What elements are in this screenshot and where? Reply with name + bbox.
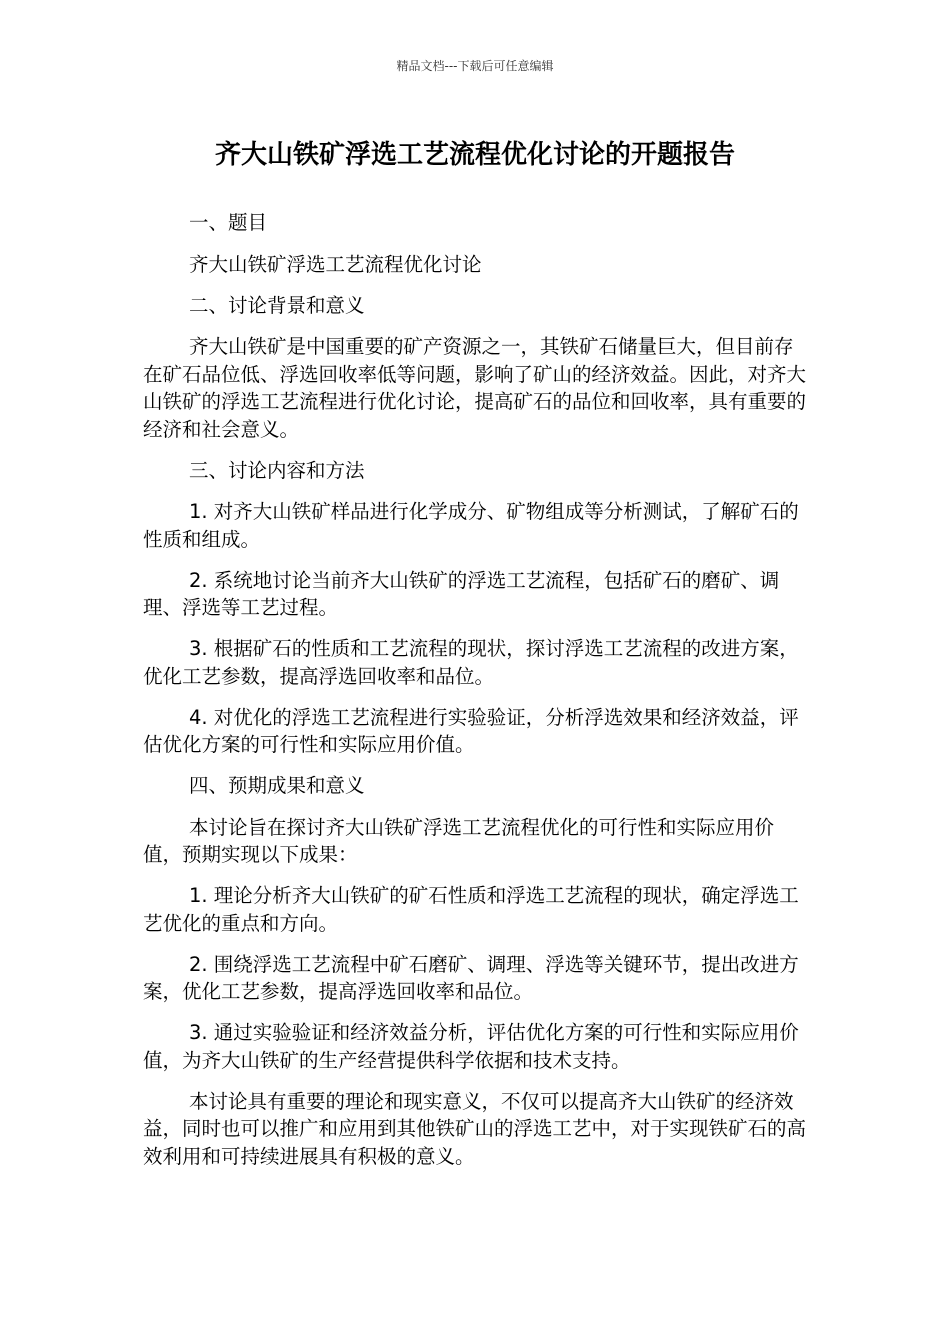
section-heading-topic: 一、题目 — [189, 211, 268, 234]
list-item-method-3: 3. 根据矿石的性质和工艺流程的现状，探讨浮选工艺流程的改进方案，优化工艺参数，提高浮选回收率和品位。 — [143, 637, 799, 688]
paragraph-conclusion: 本讨论具有重要的理论和现实意义，不仅可以提高齐大山铁矿的经济效益，同时也可以推广和应用到其他铁矿山的浮选工艺中，对于实现铁矿石的高效利用和可持续进展具有积极的意义。 — [143, 1089, 807, 1168]
list-item-method-2: 2. 系统地讨论当前齐大山铁矿的浮选工艺流程，包括矿石的磨矿、调理、浮选等工艺过程。 — [143, 568, 780, 619]
list-item-result-2: 2. 围绕浮选工艺流程中矿石磨矿、调理、浮选等关键环节，提出改进方案，优化工艺参数，提高浮选回收率和品位。 — [143, 952, 799, 1003]
list-item-result-1: 1. 理论分析齐大山铁矿的矿石性质和浮选工艺流程的现状，确定浮选工艺优化的重点和方向。 — [143, 884, 799, 935]
page-header-note: 精品文档---下载后可任意编辑 — [396, 59, 554, 73]
document-body — [143, 209, 811, 1184]
paragraph-results-intro: 本讨论旨在探讨齐大山铁矿浮选工艺流程优化的可行性和实际应用价值，预期实现以下成果： — [143, 815, 775, 866]
list-item-method-4: 4. 对优化的浮选工艺流程进行实验验证，分析浮选效果和经济效益，评估优化方案的可行性和实际应用价值。 — [143, 705, 799, 756]
section-heading-expected-results: 四、预期成果和意义 — [189, 774, 365, 797]
list-item-result-3: 3. 通过实验验证和经济效益分析，评估优化方案的可行性和实际应用价值，为齐大山铁矿的生产经营提供科学依据和技术支持。 — [143, 1021, 799, 1072]
list-item-method-1: 1. 对齐大山铁矿样品进行化学成分、矿物组成等分析测试，了解矿石的性质和组成。 — [143, 500, 799, 551]
paragraph-topic: 齐大山铁矿浮选工艺流程优化讨论 — [189, 252, 482, 276]
paragraph-background: 齐大山铁矿是中国重要的矿产资源之一，其铁矿石储量巨大，但目前存在矿石品位低、浮选回收率低等问题，影响了矿山的经济效益。因此，对齐大山铁矿的浮选工艺流程进行优化讨论，提高矿石的品位和回收率，具有重要的经济和社会意义。 — [143, 335, 807, 441]
section-heading-content-methods: 三、讨论内容和方法 — [189, 458, 365, 482]
section-heading-background: 二、讨论背景和意义 — [189, 293, 365, 317]
document-title: 齐大山铁矿浮选工艺流程优化讨论的开题报告 — [214, 140, 735, 170]
